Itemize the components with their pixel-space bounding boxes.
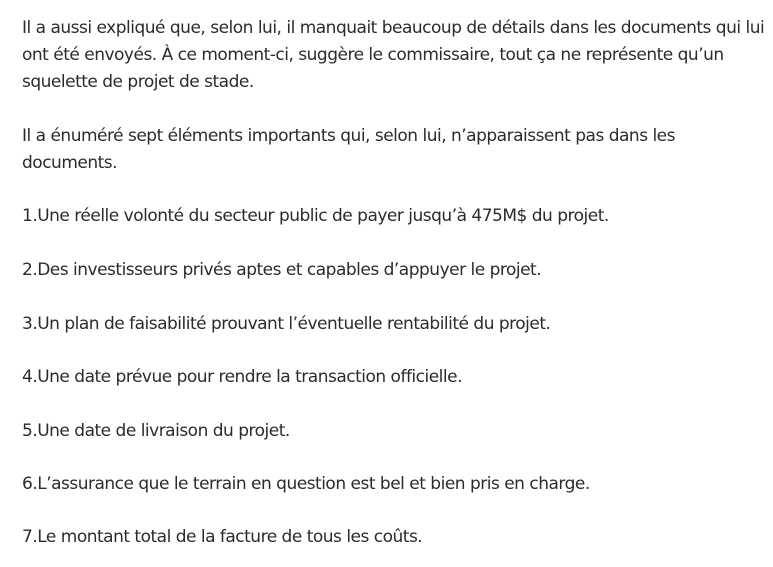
list-item: 3.Un plan de faisabilité prouvant l’éventuelle rentabilité du projet. bbox=[22, 314, 551, 334]
list-item: 5.Une date de livraison du projet. bbox=[22, 421, 290, 441]
list-item: 6.L’assurance que le terrain en question est bel et bien pris en charge. bbox=[22, 474, 590, 494]
paragraph-intro-list: Il a énuméré sept éléments importants qui, selon lui, n’apparaissent pas dans les documents. bbox=[22, 126, 675, 173]
list-item: 1.Une réelle volonté du secteur public de payer jusqu’à 475M$ du projet. bbox=[22, 206, 609, 226]
list-item: 7.Le montant total de la facture de tous les coûts. bbox=[22, 527, 423, 547]
list-item: 4.Une date prévue pour rendre la transaction officielle. bbox=[22, 367, 462, 387]
list-item: 2.Des investisseurs privés aptes et capables d’appuyer le projet. bbox=[22, 260, 542, 280]
paragraph-explanation: Il a aussi expliqué que, selon lui, il manquait beaucoup de détails dans les documents qui lui ont été envoyés. À ce moment-ci, suggère le commissaire, tout ça ne représente qu’un squelette de projet de stade. bbox=[22, 18, 765, 92]
